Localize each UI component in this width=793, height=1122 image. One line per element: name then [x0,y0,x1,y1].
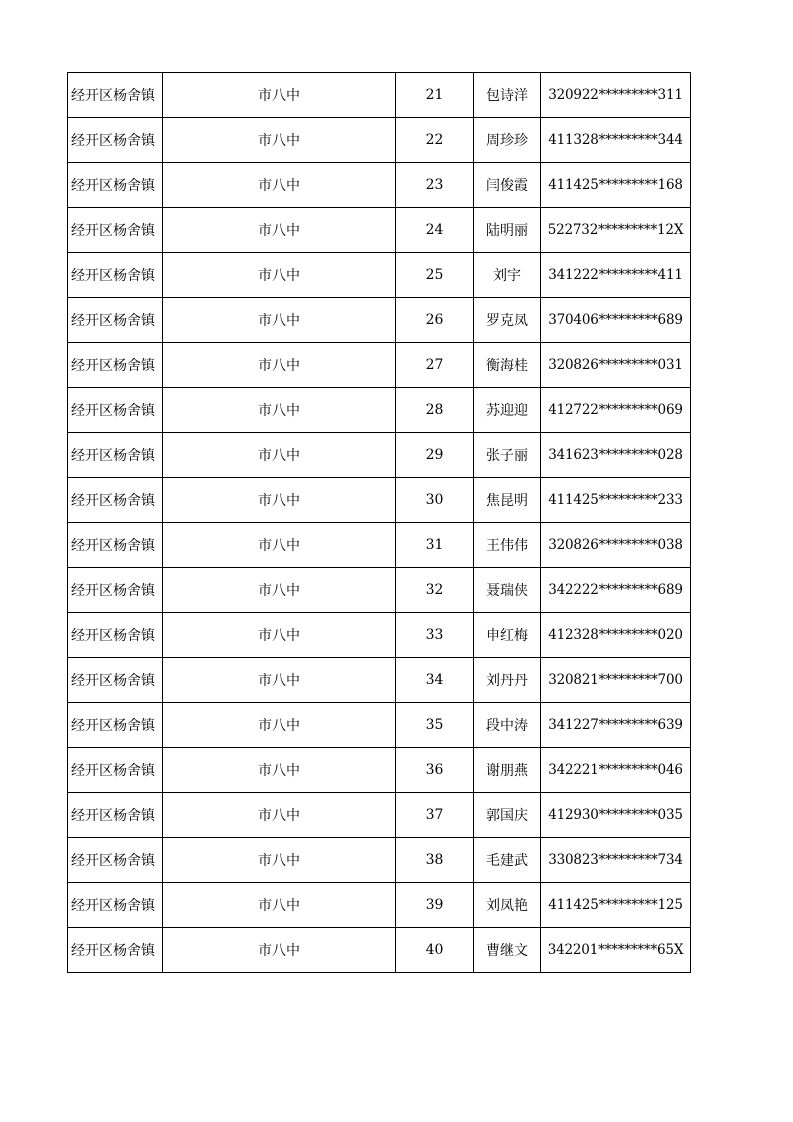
id-number-cell: 341222*********411 [541,253,691,298]
school-cell: 市八中 [163,343,396,388]
roster-body [68,73,691,973]
id-number-cell: 320821*********700 [541,658,691,703]
town-cell: 经开区杨舍镇 [68,613,163,658]
table-row [68,73,691,118]
number-cell: 23 [396,163,474,208]
name-cell: 段中涛 [474,703,541,748]
id-number-cell: 342201*********65X [541,928,691,973]
table-row [68,523,691,568]
town-cell: 经开区杨舍镇 [68,703,163,748]
school-cell: 市八中 [163,298,396,343]
name-cell: 闫俊霞 [474,163,541,208]
id-number-cell: 412722*********069 [541,388,691,433]
table-row [68,748,691,793]
id-number-cell: 411425*********125 [541,883,691,928]
name-cell: 曹继文 [474,928,541,973]
number-cell: 21 [396,73,474,118]
name-cell: 焦昆明 [474,478,541,523]
school-cell: 市八中 [163,568,396,613]
name-cell: 刘宇 [474,253,541,298]
number-cell: 25 [396,253,474,298]
town-cell: 经开区杨舍镇 [68,208,163,253]
table-row [68,388,691,433]
school-cell: 市八中 [163,793,396,838]
school-cell: 市八中 [163,478,396,523]
id-number-cell: 320826*********038 [541,523,691,568]
name-cell: 刘凤艳 [474,883,541,928]
table-row [68,703,691,748]
id-number-cell: 411425*********168 [541,163,691,208]
name-cell: 刘丹丹 [474,658,541,703]
id-number-cell: 341227*********639 [541,703,691,748]
town-cell: 经开区杨舍镇 [68,883,163,928]
town-cell: 经开区杨舍镇 [68,388,163,433]
school-cell: 市八中 [163,388,396,433]
table-row [68,118,691,163]
table-row [68,658,691,703]
id-number-cell: 342221*********046 [541,748,691,793]
number-cell: 37 [396,793,474,838]
number-cell: 30 [396,478,474,523]
table-row [68,208,691,253]
table-row [68,253,691,298]
name-cell: 申红梅 [474,613,541,658]
school-cell: 市八中 [163,118,396,163]
name-cell: 周珍珍 [474,118,541,163]
name-cell: 罗克凤 [474,298,541,343]
name-cell: 衡海桂 [474,343,541,388]
table-row [68,343,691,388]
number-cell: 31 [396,523,474,568]
id-number-cell: 412328*********020 [541,613,691,658]
number-cell: 27 [396,343,474,388]
number-cell: 28 [396,388,474,433]
school-cell: 市八中 [163,73,396,118]
id-number-cell: 522732*********12X [541,208,691,253]
school-cell: 市八中 [163,928,396,973]
number-cell: 38 [396,838,474,883]
name-cell: 毛建武 [474,838,541,883]
town-cell: 经开区杨舍镇 [68,163,163,208]
name-cell: 郭国庆 [474,793,541,838]
id-number-cell: 412930*********035 [541,793,691,838]
number-cell: 34 [396,658,474,703]
number-cell: 29 [396,433,474,478]
school-cell: 市八中 [163,433,396,478]
table-row [68,298,691,343]
town-cell: 经开区杨舍镇 [68,253,163,298]
school-cell: 市八中 [163,208,396,253]
id-number-cell: 370406*********689 [541,298,691,343]
school-cell: 市八中 [163,748,396,793]
school-cell: 市八中 [163,163,396,208]
town-cell: 经开区杨舍镇 [68,793,163,838]
number-cell: 24 [396,208,474,253]
id-number-cell: 342222*********689 [541,568,691,613]
id-number-cell: 320922*********311 [541,73,691,118]
town-cell: 经开区杨舍镇 [68,343,163,388]
school-cell: 市八中 [163,523,396,568]
name-cell: 苏迎迎 [474,388,541,433]
table-row [68,478,691,523]
town-cell: 经开区杨舍镇 [68,73,163,118]
name-cell: 谢朋燕 [474,748,541,793]
town-cell: 经开区杨舍镇 [68,298,163,343]
id-number-cell: 320826*********031 [541,343,691,388]
town-cell: 经开区杨舍镇 [68,748,163,793]
table-row [68,163,691,208]
table-row [68,883,691,928]
name-cell: 聂瑞侠 [474,568,541,613]
number-cell: 36 [396,748,474,793]
town-cell: 经开区杨舍镇 [68,568,163,613]
town-cell: 经开区杨舍镇 [68,523,163,568]
id-number-cell: 411425*********233 [541,478,691,523]
table-row [68,838,691,883]
number-cell: 40 [396,928,474,973]
number-cell: 22 [396,118,474,163]
town-cell: 经开区杨舍镇 [68,433,163,478]
id-number-cell: 411328*********344 [541,118,691,163]
roster-table [67,72,691,973]
id-number-cell: 341623*********028 [541,433,691,478]
school-cell: 市八中 [163,883,396,928]
table-row [68,613,691,658]
name-cell: 陆明丽 [474,208,541,253]
school-cell: 市八中 [163,703,396,748]
number-cell: 26 [396,298,474,343]
name-cell: 包诗洋 [474,73,541,118]
number-cell: 32 [396,568,474,613]
table-row [68,433,691,478]
town-cell: 经开区杨舍镇 [68,658,163,703]
school-cell: 市八中 [163,658,396,703]
number-cell: 39 [396,883,474,928]
school-cell: 市八中 [163,838,396,883]
school-cell: 市八中 [163,253,396,298]
name-cell: 王伟伟 [474,523,541,568]
table-row [68,568,691,613]
id-number-cell: 330823*********734 [541,838,691,883]
table-row [68,793,691,838]
town-cell: 经开区杨舍镇 [68,928,163,973]
school-cell: 市八中 [163,613,396,658]
name-cell: 张子丽 [474,433,541,478]
number-cell: 33 [396,613,474,658]
town-cell: 经开区杨舍镇 [68,478,163,523]
town-cell: 经开区杨舍镇 [68,118,163,163]
number-cell: 35 [396,703,474,748]
table-row [68,928,691,973]
town-cell: 经开区杨舍镇 [68,838,163,883]
